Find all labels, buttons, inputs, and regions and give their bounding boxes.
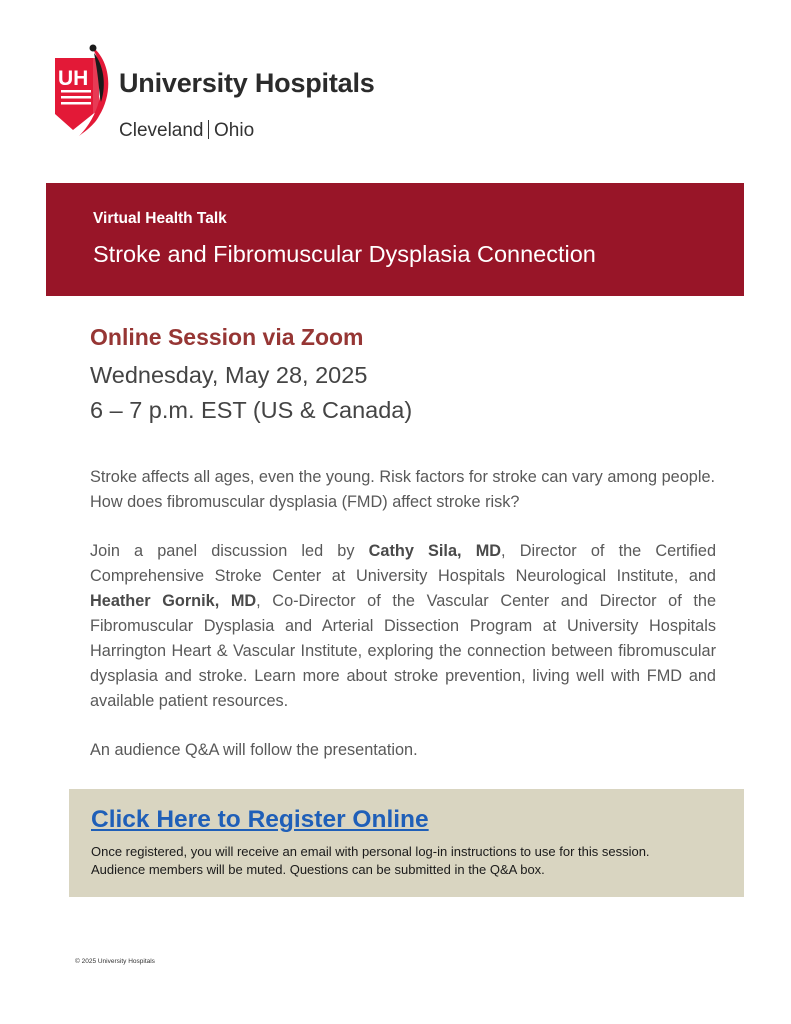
panel-text-c: , Co-Director of the Vascular Center and Director of the Fibromuscular Dysplasia and Arterial Dissection Program at University Hospitals Harrington Heart & Vascular Institute, exploring the connection between fibromuscular dysplasia and stroke. Learn more about stroke prevention, living well with FMD and available patient resources. [90,592,716,710]
banner-title: Stroke and Fibromuscular Dysplasia Connection [93,241,596,267]
banner-kicker: Virtual Health Talk [93,210,227,227]
speaker-2: Heather Gornik, MD [90,592,257,610]
event-date: Wednesday, May 28, 2025 [90,362,368,388]
uh-logo [53,44,393,144]
uh-shield-icon [53,44,117,140]
event-time: 6 – 7 p.m. EST (US & Canada) [90,397,413,423]
location-divider [208,120,210,139]
register-info-1: Once registered, you will receive an email with personal log-in instructions to use for this session. [91,844,650,859]
intro-paragraph: Stroke affects all ages, even the young. Risk factors for stroke can vary among people. How does fibromuscular dysplasia (FMD) affect stroke risk? [90,468,716,511]
city-name: Cleveland [119,120,204,141]
org-name: University Hospitals [119,68,375,98]
event-banner [46,183,744,296]
uh-mark: UH [58,67,89,90]
state-name: Ohio [214,120,255,141]
panel-text-b: , Director of the Certified Comprehensive Stroke Center at University Hospitals Neurological Institute, and [90,542,716,585]
qa-paragraph: An audience Q&A will follow the presentation. [90,741,418,759]
register-box [69,789,744,897]
register-info-2: Audience members will be muted. Questions can be submitted in the Q&A box. [91,862,545,877]
panel-text-a: Join a panel discussion led by [90,542,369,560]
copyright: © 2025 University Hospitals [75,958,155,965]
session-heading: Online Session via Zoom [90,324,364,350]
org-location [119,120,254,142]
panel-paragraph [90,539,716,714]
register-link[interactable]: Click Here to Register Online [91,806,429,833]
speaker-1: Cathy Sila, MD [368,542,502,560]
